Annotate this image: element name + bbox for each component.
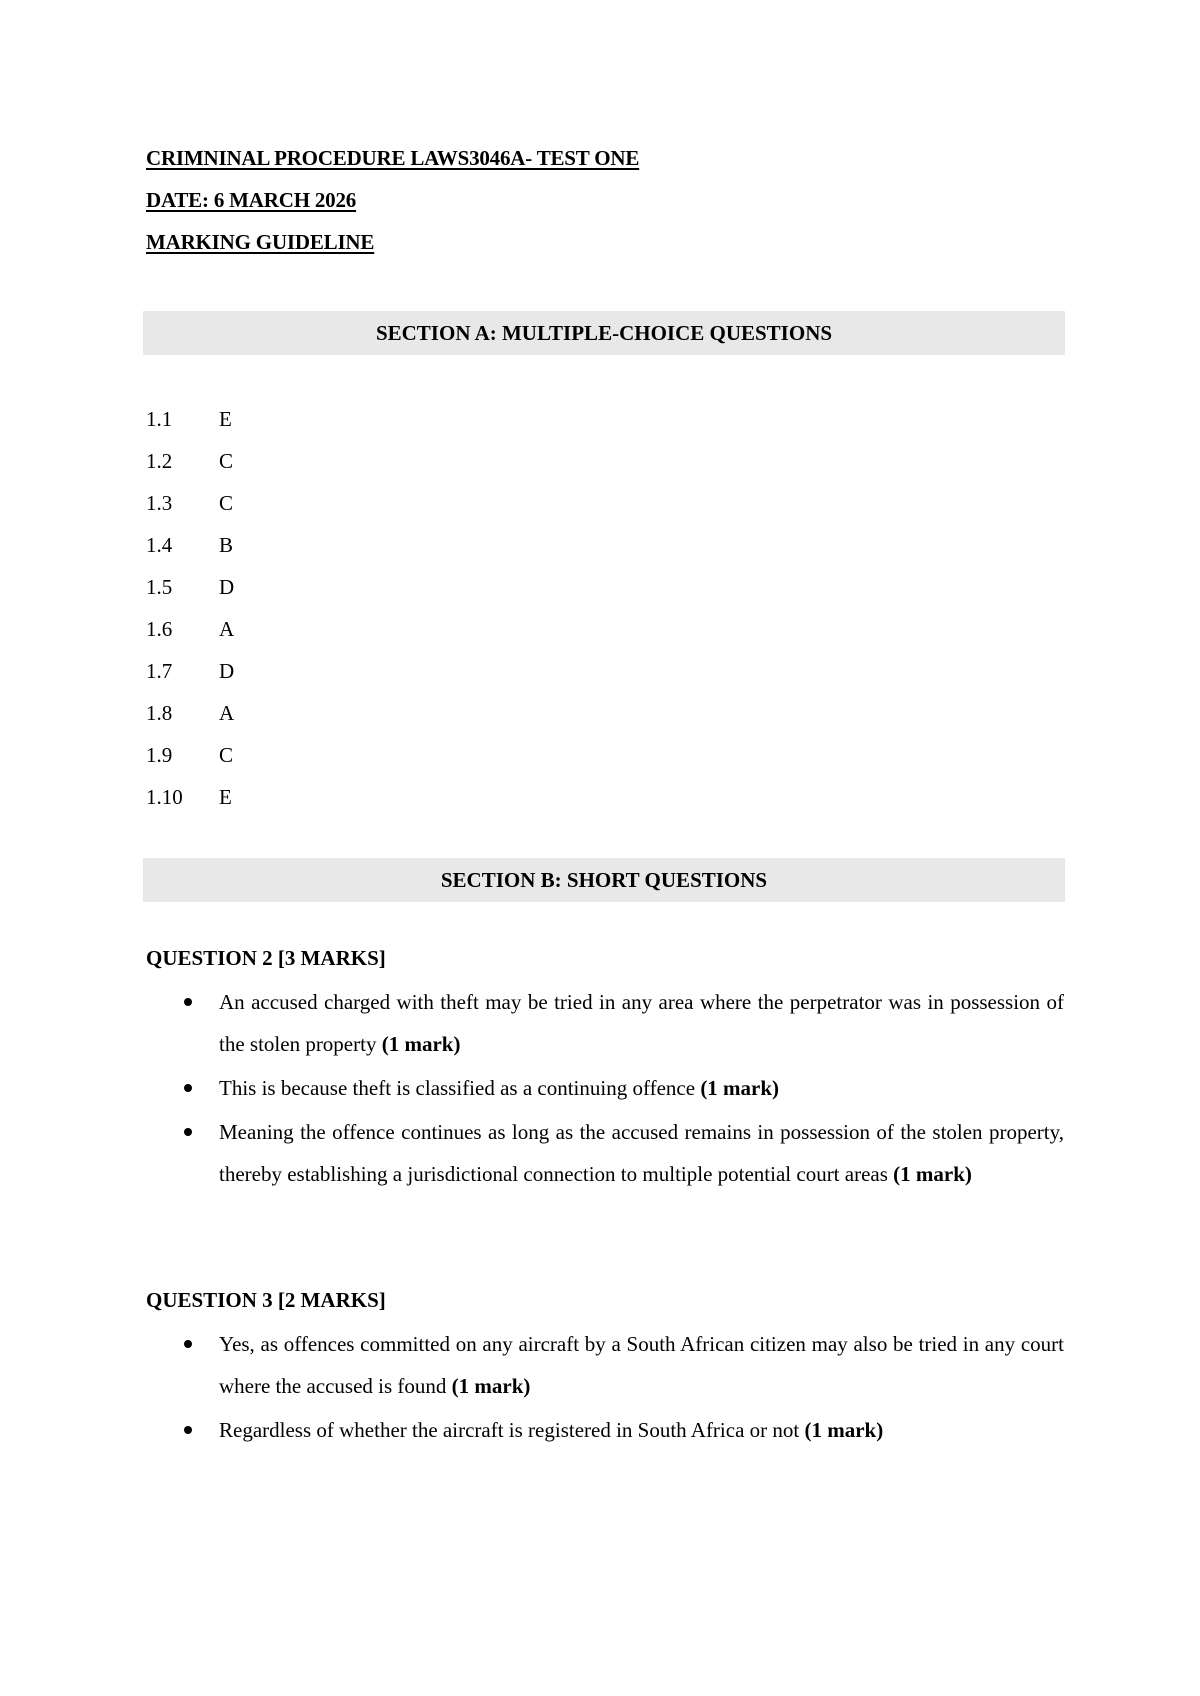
question-2-heading: QUESTION 2 [3 MARKS]: [146, 946, 386, 970]
list-item: [146, 650, 234, 692]
list-item: [146, 734, 234, 776]
answer-letter: D: [219, 658, 235, 683]
list-item: [146, 398, 234, 440]
section-a-heading: [143, 311, 1065, 355]
question-number: 1.1: [146, 406, 173, 431]
section-b-heading: [143, 858, 1065, 902]
answer-letter: A: [219, 616, 235, 641]
question-3-heading: QUESTION 3 [2 MARKS]: [146, 1288, 386, 1312]
list-item: [146, 776, 234, 818]
list-item: [146, 1409, 1064, 1451]
question-2-answers: [146, 981, 1064, 1197]
question-number: 1.5: [146, 574, 173, 599]
answer-text: Meaning the offence continues as long as the accused remains in possession of the stolen property, thereby establishing a jurisdictional connection to multiple potential court areas: [219, 1120, 1064, 1186]
question-3-answers: [146, 1323, 1064, 1453]
answer-letter: B: [219, 532, 234, 557]
mark-allocation: (1 mark): [700, 1076, 780, 1100]
answer-letter: C: [219, 448, 234, 473]
mark-allocation: (1 mark): [451, 1374, 531, 1398]
bullet-icon: [184, 998, 192, 1006]
list-item: [146, 1323, 1064, 1407]
question-number: 1.3: [146, 490, 173, 515]
list-item: [146, 692, 234, 734]
question-number: 1.7: [146, 658, 173, 683]
bullet-icon: [184, 1426, 192, 1434]
mark-allocation: (1 mark): [893, 1162, 972, 1186]
answer-letter: D: [219, 574, 235, 599]
answer-letter: C: [219, 490, 234, 515]
answer-letter: C: [219, 742, 234, 767]
document-title: CRIMNINAL PROCEDURE LAWS3046A- TEST ONE: [146, 146, 640, 170]
answer-text: Regardless of whether the aircraft is registered in South Africa or not: [219, 1418, 805, 1442]
list-item: [146, 1067, 1064, 1109]
answer-letter: E: [219, 406, 232, 431]
list-item: [146, 981, 1064, 1065]
answer-text: This is because theft is classified as a continuing offence: [219, 1076, 701, 1100]
mark-allocation: (1 mark): [381, 1032, 461, 1056]
answer-text: An accused charged with theft may be tried in any area where the perpetrator was in possession of the stolen property: [219, 990, 1064, 1056]
bullet-icon: [184, 1340, 192, 1348]
bullet-icon: [184, 1128, 192, 1136]
question-number: 1.4: [146, 532, 173, 557]
bullet-icon: [184, 1084, 192, 1092]
mark-allocation: (1 mark): [804, 1418, 884, 1442]
answer-text: Yes, as offences committed on any aircraft by a South African citizen may also be tried in any court where the accused is found: [219, 1332, 1064, 1398]
list-item: [146, 482, 234, 524]
question-number: 1.9: [146, 742, 173, 767]
section-b-title: SECTION B: SHORT QUESTIONS: [440, 867, 768, 892]
document-date: DATE: 6 MARCH 2026: [146, 188, 357, 212]
mcq-answer-list: [146, 398, 234, 818]
question-number: 1.8: [146, 700, 173, 725]
list-item: [146, 440, 234, 482]
question-number: 1.10: [146, 784, 183, 809]
question-number: 1.6: [146, 616, 173, 641]
section-a-title: SECTION A: MULTIPLE-CHOICE QUESTIONS: [375, 320, 833, 345]
list-item: [146, 524, 234, 566]
list-item: [146, 608, 234, 650]
answer-letter: A: [219, 700, 235, 725]
list-item: [146, 1111, 1064, 1195]
question-number: 1.2: [146, 448, 173, 473]
list-item: [146, 566, 234, 608]
document-subtitle: MARKING GUIDELINE: [146, 230, 375, 254]
answer-letter: E: [219, 784, 232, 809]
